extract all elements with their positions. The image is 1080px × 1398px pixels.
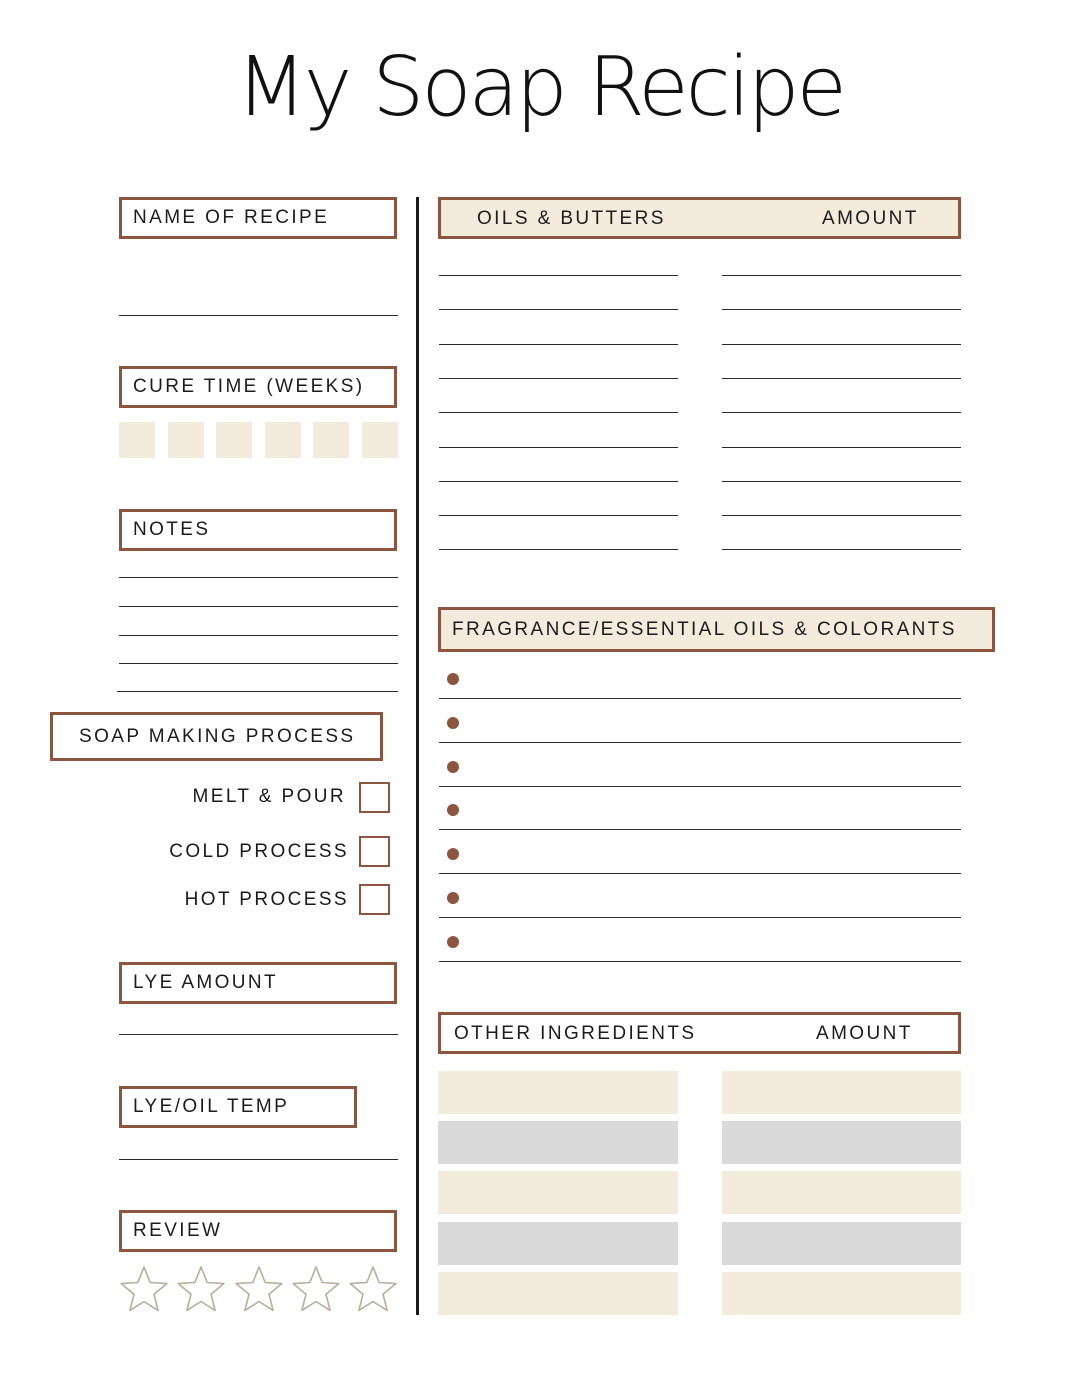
oil-name-line[interactable] (439, 447, 678, 448)
column-divider (416, 197, 419, 1315)
melt-pour-checkbox[interactable] (359, 782, 390, 813)
star-outline-icon[interactable] (118, 1264, 170, 1316)
bullet-dot-icon (447, 804, 459, 816)
other-amount-field[interactable] (722, 1222, 961, 1265)
star-outline-icon[interactable] (175, 1264, 227, 1316)
oil-name-line[interactable] (439, 412, 678, 413)
bullet-dot-icon (447, 936, 459, 948)
bullet-dot-icon (447, 673, 459, 685)
cure-week-box[interactable] (119, 422, 155, 458)
oil-name-line[interactable] (439, 275, 678, 276)
lye-oil-temp-line[interactable] (119, 1159, 398, 1160)
bullet-dot-icon (447, 892, 459, 904)
lye-amount-line[interactable] (119, 1034, 398, 1035)
melt-pour-label: MELT & POUR (192, 786, 346, 807)
cure-week-box[interactable] (313, 422, 349, 458)
oil-name-line[interactable] (439, 378, 678, 379)
oil-amount-line[interactable] (722, 481, 961, 482)
fragrance-line[interactable] (439, 873, 961, 874)
oil-amount-line[interactable] (722, 549, 961, 550)
oils-butters-text: OILS & BUTTERS (477, 208, 666, 229)
other-ingredients-text: OTHER INGREDIENTS (454, 1023, 697, 1044)
other-ingredient-field[interactable] (438, 1071, 678, 1114)
oil-amount-line[interactable] (722, 447, 961, 448)
oil-amount-line[interactable] (722, 309, 961, 310)
oil-name-line[interactable] (439, 344, 678, 345)
star-outline-icon[interactable] (290, 1264, 342, 1316)
oil-amount-line[interactable] (722, 344, 961, 345)
lye-amount-text: LYE AMOUNT (133, 972, 279, 993)
other-ingredient-field[interactable] (438, 1121, 678, 1164)
other-ingredient-field[interactable] (438, 1171, 678, 1214)
oil-amount-line[interactable] (722, 378, 961, 379)
lye-amount-label (119, 962, 397, 1004)
oils-amount-text: AMOUNT (822, 208, 919, 229)
bullet-dot-icon (447, 761, 459, 773)
name-of-recipe-line[interactable] (119, 315, 398, 316)
cure-time-label (119, 366, 397, 408)
star-outline-icon[interactable] (347, 1264, 399, 1316)
fragrance-line[interactable] (439, 698, 961, 699)
cold-process-checkbox[interactable] (359, 836, 390, 867)
fragrance-line[interactable] (439, 742, 961, 743)
fragrance-header (438, 607, 995, 652)
bullet-dot-icon (447, 717, 459, 729)
cure-week-box[interactable] (216, 422, 252, 458)
other-amount-text: AMOUNT (816, 1023, 913, 1044)
oil-amount-line[interactable] (722, 275, 961, 276)
oil-name-line[interactable] (439, 549, 678, 550)
fragrance-text: FRAGRANCE/ESSENTIAL OILS & COLORANTS (452, 618, 957, 640)
review-label (119, 1210, 397, 1252)
cure-week-box[interactable] (265, 422, 301, 458)
cure-week-box[interactable] (168, 422, 204, 458)
oil-name-line[interactable] (439, 309, 678, 310)
notes-line[interactable] (119, 663, 398, 664)
oil-name-line[interactable] (439, 481, 678, 482)
oil-name-line[interactable] (439, 515, 678, 516)
other-amount-field[interactable] (722, 1071, 961, 1114)
notes-line[interactable] (119, 606, 398, 607)
other-amount-field[interactable] (722, 1171, 961, 1214)
soap-making-process-text: SOAP MAKING PROCESS (79, 725, 356, 747)
page-title: My Soap Recipe (235, 40, 845, 135)
fragrance-line[interactable] (439, 961, 961, 962)
hot-process-label: HOT PROCESS (184, 889, 349, 910)
cold-process-label: COLD PROCESS (169, 841, 349, 862)
oil-amount-line[interactable] (722, 515, 961, 516)
review-text: REVIEW (133, 1220, 223, 1241)
other-ingredients-header (438, 1012, 961, 1054)
lye-oil-temp-label (119, 1086, 357, 1128)
cure-time-text: CURE TIME (WEEKS) (133, 376, 365, 397)
fragrance-line[interactable] (439, 786, 961, 787)
fragrance-line[interactable] (439, 917, 961, 918)
name-of-recipe-text: NAME OF RECIPE (133, 207, 330, 228)
bullet-dot-icon (447, 848, 459, 860)
fragrance-line[interactable] (439, 829, 961, 830)
cure-week-box[interactable] (362, 422, 398, 458)
lye-oil-temp-text: LYE/OIL TEMP (133, 1096, 290, 1117)
star-outline-icon[interactable] (233, 1264, 285, 1316)
hot-process-checkbox[interactable] (359, 884, 390, 915)
notes-label (119, 509, 397, 551)
soap-making-process-label (50, 712, 383, 761)
oil-amount-line[interactable] (722, 412, 961, 413)
other-amount-field[interactable] (722, 1121, 961, 1164)
other-ingredient-field[interactable] (438, 1272, 678, 1315)
name-of-recipe-label (119, 197, 397, 239)
notes-text: NOTES (133, 519, 211, 540)
notes-line[interactable] (119, 635, 398, 636)
other-amount-field[interactable] (722, 1272, 961, 1315)
notes-line[interactable] (119, 577, 398, 578)
notes-line[interactable] (117, 691, 398, 692)
other-ingredient-field[interactable] (438, 1222, 678, 1265)
oils-butters-header (438, 197, 961, 239)
